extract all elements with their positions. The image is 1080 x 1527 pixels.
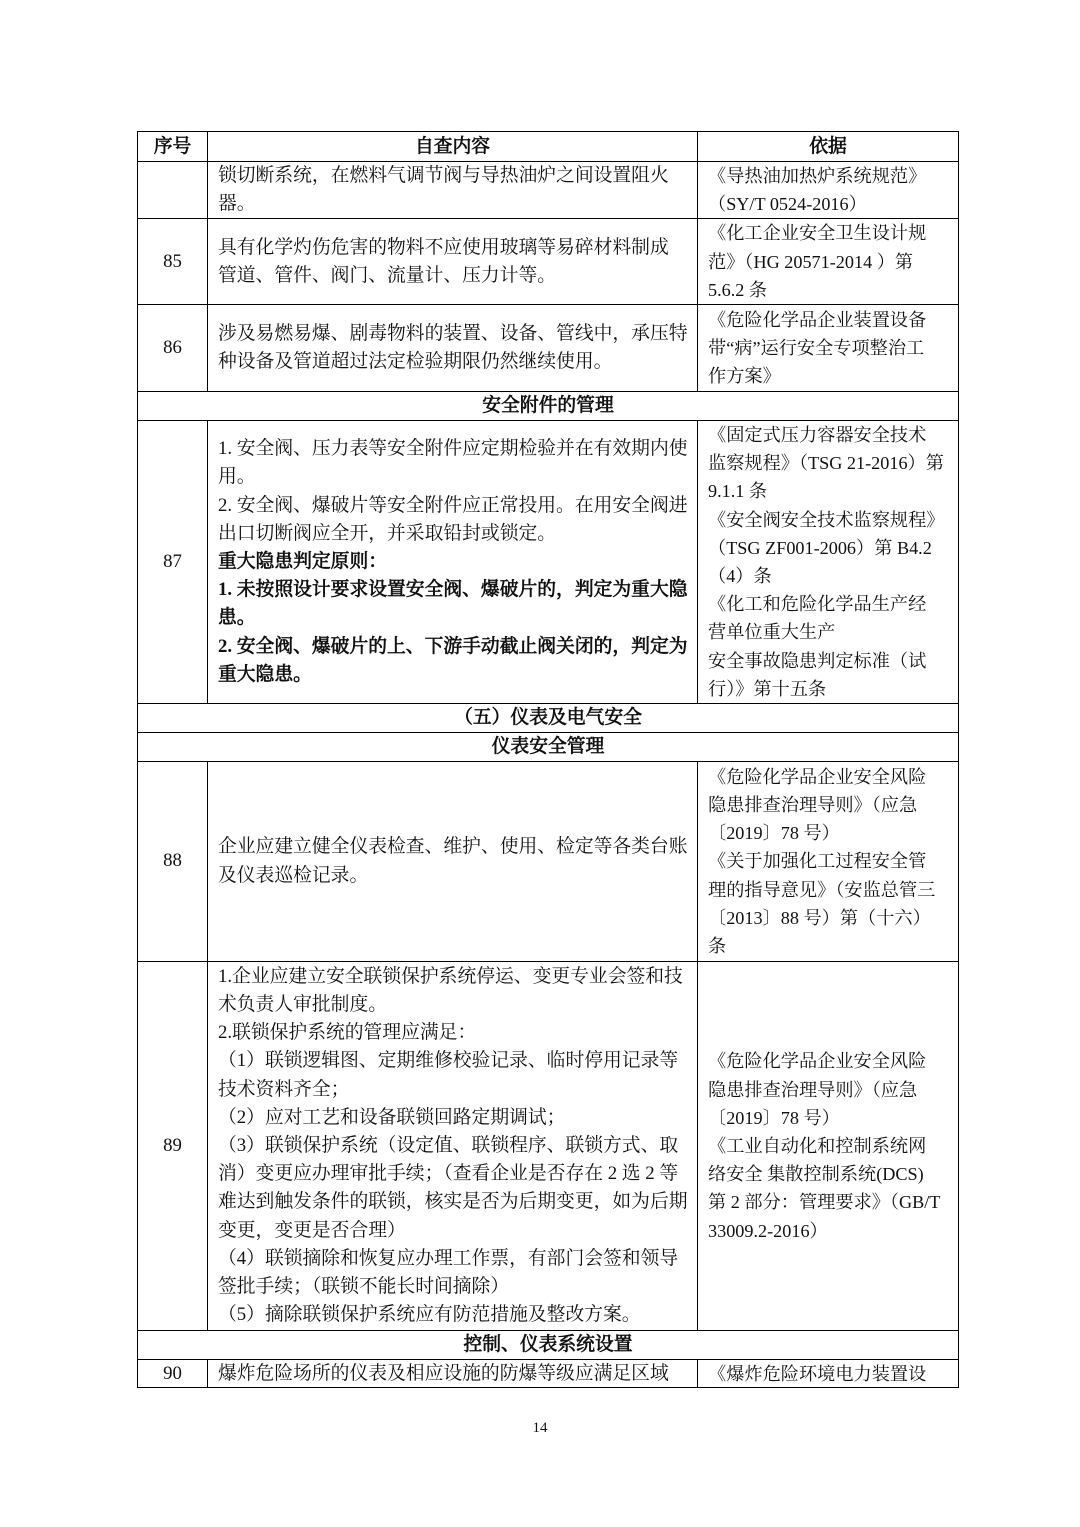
major-hazard-heading: 重大隐患判定原则： — [218, 550, 388, 572]
header-content: 自查内容 — [208, 132, 698, 162]
basis-line: 《危险化学品企业装置设备 — [708, 309, 927, 330]
check-content-cell — [208, 962, 698, 1331]
check-content-cell — [208, 421, 698, 704]
basis-line: 理的指导意见》（安监总管三 — [708, 879, 936, 900]
basis-line: 《工业自动化和控制系统网 — [708, 1135, 927, 1156]
content-line: （4）联锁摘除和恢复应办理工作票，有部门会签和领导 — [218, 1247, 679, 1269]
check-content-cell — [208, 762, 698, 962]
check-content-cell — [208, 219, 698, 305]
basis-line: 监察规程》（TSG 21-2016）第 — [708, 453, 944, 474]
self-check-table — [137, 131, 959, 1388]
basis-line: （TSG ZF001-2006）第 B4.2 — [708, 537, 932, 558]
basis-line: 范》（HG 20571-2014 ）第 — [708, 251, 914, 272]
section-title: 仪表安全管理 — [138, 733, 959, 762]
header-basis: 依据 — [698, 132, 959, 162]
content-line: 锁切断系统，在燃料气调节阀与导热油炉之间设置阻火 — [218, 165, 669, 186]
row-number — [138, 162, 208, 219]
content-line: 2. 安全阀、爆破片的上、下游手动截止阀关闭的，判定为 — [218, 635, 688, 657]
content-line: 企业应建立健全仪表检查、维护、使用、检定等各类台账 — [218, 836, 688, 858]
basis-line: 《危险化学品企业安全风险 — [708, 766, 927, 787]
content-line: 涉及易燃易爆、剧毒物料的装置、设备、管线中，承压特 — [218, 322, 688, 344]
basis-line: 安全事故隐患判定标准（试 — [708, 650, 927, 671]
content-line: 1. 未按照设计要求设置安全阀、爆破片的，判定为重大隐 — [218, 579, 688, 601]
basis-line: 〔2013〕88 号）第（十六） — [708, 907, 931, 928]
basis-line: 〔2019〕78 号） — [708, 823, 840, 844]
content-line: 1.企业应建立安全联锁保护系统停运、变更专业会签和技 — [218, 965, 683, 987]
section-title: 安全附件的管理 — [138, 392, 959, 421]
table-row — [138, 962, 959, 1331]
table-row — [138, 305, 959, 392]
content-line: 用。 — [218, 466, 256, 488]
basis-line: 《危险化学品企业安全风险 — [708, 1051, 927, 1072]
basis-line: 条 — [708, 936, 727, 957]
check-content-cell — [208, 162, 698, 219]
table-row — [138, 162, 959, 219]
basis-line: 隐患排查治理导则》（应急 — [708, 795, 918, 816]
row-number: 85 — [138, 219, 208, 305]
basis-line: 《安全阀安全技术监察规程》 — [708, 509, 945, 530]
basis-line: 第 2 部分：管理要求》（GB/T — [708, 1192, 941, 1213]
table-row — [138, 762, 959, 962]
basis-line: （4）条 — [708, 566, 772, 587]
row-number: 89 — [138, 962, 208, 1331]
table-header-row — [138, 132, 959, 162]
basis-line: 行）》第十五条 — [708, 678, 827, 699]
content-line: 管道、管件、阀门、流量计、压力计等。 — [218, 264, 557, 286]
table-row — [138, 1360, 959, 1388]
basis-line: 《化工和危险化学品生产经 — [708, 594, 927, 615]
page-number: 14 — [532, 1420, 548, 1436]
content-line: （3）联锁保护系统（设定值、联锁程序、联锁方式、取 — [218, 1134, 679, 1156]
content-line: 患。 — [218, 607, 256, 629]
basis-cell — [698, 305, 959, 392]
content-line: 技术资料齐全； — [218, 1078, 350, 1100]
content-line: 爆炸危险场所的仪表及相应设施的防爆等级应满足区域 — [218, 1362, 669, 1384]
content-line: 消）变更应办理审批手续；（查看企业是否存在 2 选 2 等 — [218, 1163, 679, 1185]
content-line: 重大隐患。 — [218, 663, 312, 685]
basis-line: 《固定式压力容器安全技术 — [708, 425, 927, 446]
row-number: 90 — [138, 1360, 208, 1388]
basis-line: 《关于加强化工过程安全管 — [708, 851, 927, 872]
table-row — [138, 421, 959, 704]
basis-line: 9.1.1 条 — [708, 481, 768, 502]
row-number: 86 — [138, 305, 208, 392]
content-line: （2）应对工艺和设备联锁回路定期调试； — [218, 1106, 566, 1128]
header-no: 序号 — [138, 132, 208, 162]
content-line: 2.联锁保护系统的管理应满足： — [218, 1022, 477, 1044]
basis-cell — [698, 219, 959, 305]
basis-cell — [698, 962, 959, 1331]
content-line: 2. 安全阀、爆破片等安全附件应正常投用。在用安全阀进 — [218, 494, 688, 516]
content-line: 及仪表巡检记录。 — [218, 864, 369, 886]
content-line: 器。 — [218, 193, 256, 215]
content-line: 种设备及管道超过法定检验期限仍然继续使用。 — [218, 351, 613, 373]
basis-line: 作方案》 — [708, 366, 781, 387]
table-row — [138, 219, 959, 305]
basis-line: 营单位重大生产 — [708, 622, 836, 643]
section-row — [138, 733, 959, 762]
check-content-cell — [208, 1360, 698, 1388]
row-number: 87 — [138, 421, 208, 704]
section-title: 控制、仪表系统设置 — [138, 1331, 959, 1360]
basis-line: 《导热油加热炉系统规范》 — [708, 166, 927, 186]
section-row — [138, 1331, 959, 1360]
check-content-cell — [208, 305, 698, 392]
basis-cell — [698, 421, 959, 704]
content-line: 签批手续；（联锁不能长时间摘除） — [218, 1275, 510, 1297]
basis-line: 络安全 集散控制系统(DCS) — [708, 1164, 924, 1185]
basis-line: （SY/T 0524-2016） — [708, 194, 867, 215]
section-row — [138, 704, 959, 733]
basis-cell — [698, 162, 959, 219]
section-row — [138, 392, 959, 421]
section-title: （五）仪表及电气安全 — [138, 704, 959, 733]
basis-line: 隐患排查治理导则》（应急 — [708, 1079, 918, 1100]
row-number: 88 — [138, 762, 208, 962]
basis-line: 33009.2-2016） — [708, 1220, 828, 1241]
basis-line: 〔2019〕78 号） — [708, 1107, 840, 1128]
content-line: 难达到触发条件的联锁，核实是否为后期变更，如为后期 — [218, 1191, 688, 1213]
content-line: （5）摘除联锁保护系统应有防范措施及整改方案。 — [218, 1304, 641, 1326]
basis-cell — [698, 762, 959, 962]
content-line: 变更，变更是否合理） — [218, 1219, 406, 1241]
basis-line: 带“病”运行安全专项整治工 — [708, 337, 925, 358]
basis-line: 《化工企业安全卫生设计规 — [708, 223, 927, 244]
content-line: 1. 安全阀、压力表等安全附件应定期检验并在有效期内使 — [218, 438, 688, 460]
content-line: 术负责人审批制度。 — [218, 993, 388, 1015]
content-line: 具有化学灼伤危害的物料不应使用玻璃等易碎材料制成 — [218, 236, 669, 258]
basis-cell — [698, 1360, 959, 1388]
basis-line: 《爆炸危险环境电力装置设 — [708, 1363, 927, 1384]
content-line: 出口切断阀应全开，并采取铅封或锁定。 — [218, 522, 557, 544]
content-line: （1）联锁逻辑图、定期维修校验记录、临时停用记录等 — [218, 1050, 679, 1072]
basis-line: 5.6.2 条 — [708, 279, 768, 300]
